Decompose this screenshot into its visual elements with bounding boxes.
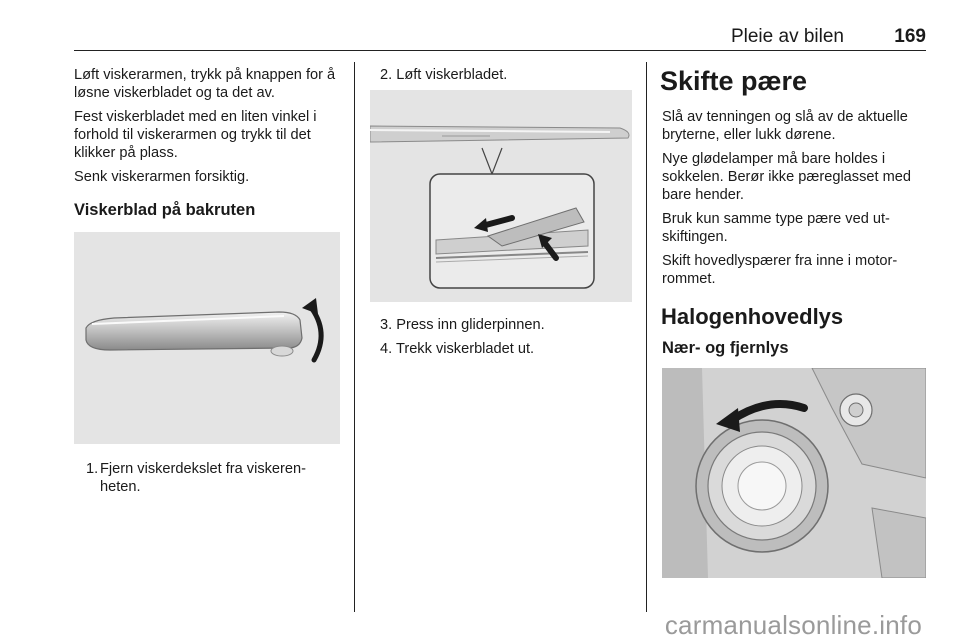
rear-wiper-illustration	[74, 232, 340, 444]
paragraph: Bruk kun samme type pære ved ut- skiftingen.	[662, 211, 890, 245]
step-2	[370, 66, 632, 84]
column-divider-2	[646, 62, 647, 612]
step-text: Fjern viskerdekslet fra viskeren- heten.	[100, 461, 306, 495]
header-rule	[74, 50, 926, 51]
step-4	[370, 340, 632, 358]
sub-subsection-heading: Nær- og fjernlys	[662, 339, 789, 357]
paragraph: Fest viskerbladet med en liten vinkel i forhold til viskerarmen og trykk til det klikker på plass.	[74, 109, 317, 161]
step-text: 3. Press inn gliderpinnen.	[380, 317, 545, 333]
headlamp-illustration	[662, 368, 926, 578]
section-title-large: Skifte pære	[660, 66, 808, 96]
column-divider-1	[354, 62, 355, 612]
paragraph: Nye glødelamper må bare holdes i sokkelen. Berør ikke pæreglasset med bare hender.	[662, 151, 912, 203]
paragraph: Senk viskerarmen forsiktig.	[74, 169, 250, 185]
page-number: 169	[894, 26, 926, 47]
wiper-blade-figure	[370, 90, 632, 302]
column-3	[662, 66, 928, 578]
column-2	[370, 66, 632, 364]
section-title: Pleie av bilen	[730, 26, 844, 47]
step-text: 2. Løft viskerbladet.	[380, 67, 508, 83]
wiper-blade-illustration	[370, 90, 632, 302]
section-heading: Viskerblad på bakruten	[74, 201, 256, 219]
paragraph: Skift hovedlyspærer fra inne i motor- rommet.	[662, 253, 898, 287]
rear-wiper-figure	[74, 232, 340, 444]
watermark: carmanualsonline.info	[664, 610, 922, 640]
paragraph: Slå av tenningen og slå av de aktuelle bryterne, eller lukk dørene.	[662, 109, 908, 143]
step-1	[74, 460, 342, 496]
subsection-heading: Halogenhovedlys	[661, 304, 844, 329]
paragraph: Løft viskerarmen, trykk på knappen for å løsne viskerbladet og ta det av.	[74, 67, 336, 101]
headlamp-figure	[662, 368, 926, 578]
step-3	[370, 316, 632, 334]
column-1	[74, 66, 342, 502]
step-text: 4. Trekk viskerbladet ut.	[380, 341, 535, 357]
page-header	[74, 26, 926, 52]
step-number: 1.	[86, 461, 99, 477]
